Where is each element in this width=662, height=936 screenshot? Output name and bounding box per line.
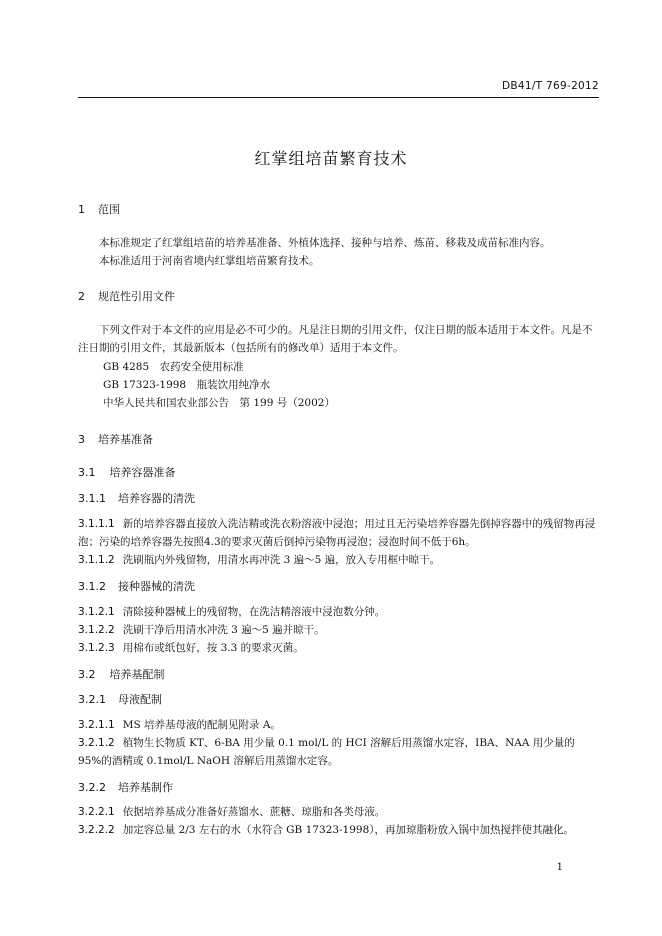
subsection-number: 3.1.1 (78, 492, 106, 505)
subsection-3-1-1-heading (78, 490, 195, 506)
subsection-title: 培养基制作 (118, 781, 173, 794)
subsection-number: 3.2.2 (78, 781, 106, 794)
subsection-title: 母液配制 (118, 693, 162, 706)
subsection-3-2-heading (78, 666, 165, 682)
reference-item: GB 17323-1998 瓶装饮用纯净水 (103, 379, 271, 391)
clause-3-2-2-2 (78, 821, 598, 839)
clause-number: 3.1.2.3 (78, 642, 115, 654)
clause-text: 加定容总量 2/3 左右的水（水符合 GB 17323-1998），再加琼脂粉放入锅中加热搅拌使其融化。 (122, 824, 575, 836)
subsection-3-2-2-heading (78, 779, 173, 795)
clause-3-1-1-1 (78, 515, 598, 551)
subsection-number: 3.2 (78, 668, 96, 681)
section-title: 范围 (98, 203, 120, 216)
subsection-3-1-heading (78, 464, 176, 480)
header-rule (78, 97, 599, 98)
clause-3-1-2-2 (78, 621, 598, 639)
subsection-title: 培养容器准备 (109, 466, 176, 479)
clause-number: 3.1.1.2 (78, 554, 115, 566)
clause-text: 洗刷干净后用清水冲洗 3 遍～5 遍并晾干。 (122, 624, 325, 636)
standard-code: DB41/T 769-2012 (502, 80, 599, 92)
clause-text: 新的培养容器直接放入洗洁精或洗衣粉溶液中浸泡；用过且无污染培养容器先倒掉容器中的残留物再浸泡；污染的培养容器先按照4.3的要求灭菌后倒掉污染物再浸泡；浸泡时间不低于6h。 (78, 518, 596, 548)
reference-item: 中华人民共和国农业部公告 第 199 号（2002） (103, 397, 335, 409)
section-title: 规范性引用文件 (98, 290, 175, 303)
clause-text: 依据培养基成分准备好蒸馏水、蔗糖、琼脂和各类母液。 (122, 806, 386, 818)
page-number: 1 (556, 862, 563, 873)
clause-text: 洗刷瓶内外残留物，用清水再冲洗 3 遍～5 遍，放入专用框中晾干。 (122, 554, 441, 566)
clause-number: 3.2.2.2 (78, 824, 115, 836)
document-title: 红掌组培苗繁育技术 (254, 149, 408, 168)
clause-3-2-1-2 (78, 734, 598, 770)
section-2-paragraph-1: 下列文件对于本文件的应用是必不可少的。凡是注日期的引用文件，仅注日期的版本适用于本文件。凡是不注日期的引用文件，其最新版本（包括所有的修改单）适用于本文件。 (78, 324, 593, 354)
section-1-paragraph-2: 本标准适用于河南省境内红掌组培苗繁育技术。 (99, 255, 320, 267)
subsection-number: 3.2.1 (78, 693, 106, 706)
clause-3-1-2-1 (78, 603, 598, 621)
clause-number: 3.2.1.2 (78, 737, 115, 749)
clause-number: 3.2.2.1 (78, 806, 115, 818)
reference-item: GB 4285 农药安全使用标准 (103, 361, 244, 373)
clause-number: 3.1.2.2 (78, 624, 115, 636)
clause-text: 植物生长物质 KT、6-BA 用少量 0.1 mol/L 的 HCI 溶解后用蒸馏水定容，IBA、NAA 用少量的 95%的酒精或 0.1mol/L NaOH 溶解后用蒸馏水定容。 (78, 737, 575, 767)
clause-text: MS 培养基母液的配制见附录 A。 (122, 719, 281, 731)
clause-3-2-1-1 (78, 716, 598, 734)
section-3-heading (78, 431, 153, 447)
subsection-number: 3.1.2 (78, 580, 106, 593)
subsection-3-2-1-heading (78, 691, 162, 707)
section-title: 培养基准备 (98, 433, 153, 446)
clause-text: 清除接种器械上的残留物，在洗洁精溶液中浸泡数分钟。 (122, 606, 386, 618)
clause-number: 3.1.2.1 (78, 606, 115, 618)
section-number: 3 (78, 433, 85, 446)
clause-text: 用棉布或纸包好，按 3.3 的要求灭菌。 (122, 642, 304, 654)
clause-3-2-2-1 (78, 803, 598, 821)
subsection-title: 培养容器的清洗 (118, 492, 195, 505)
clause-number: 3.1.1.1 (78, 518, 115, 530)
section-1-heading (78, 201, 120, 217)
section-number: 1 (78, 203, 85, 216)
clause-3-1-1-2 (78, 551, 598, 569)
clause-3-1-2-3 (78, 639, 598, 657)
section-1-paragraph-1: 本标准规定了红掌组培苗的培养基准备、外植体选择、接种与培养、炼苗、移栽及成苗标准内容。 (99, 237, 551, 249)
subsection-number: 3.1 (78, 466, 96, 479)
subsection-title: 接种器械的清洗 (118, 580, 195, 593)
section-2-heading (78, 288, 175, 304)
subsection-3-1-2-heading (78, 578, 195, 594)
subsection-title: 培养基配制 (109, 668, 165, 681)
section-number: 2 (78, 290, 85, 303)
clause-number: 3.2.1.1 (78, 719, 115, 731)
